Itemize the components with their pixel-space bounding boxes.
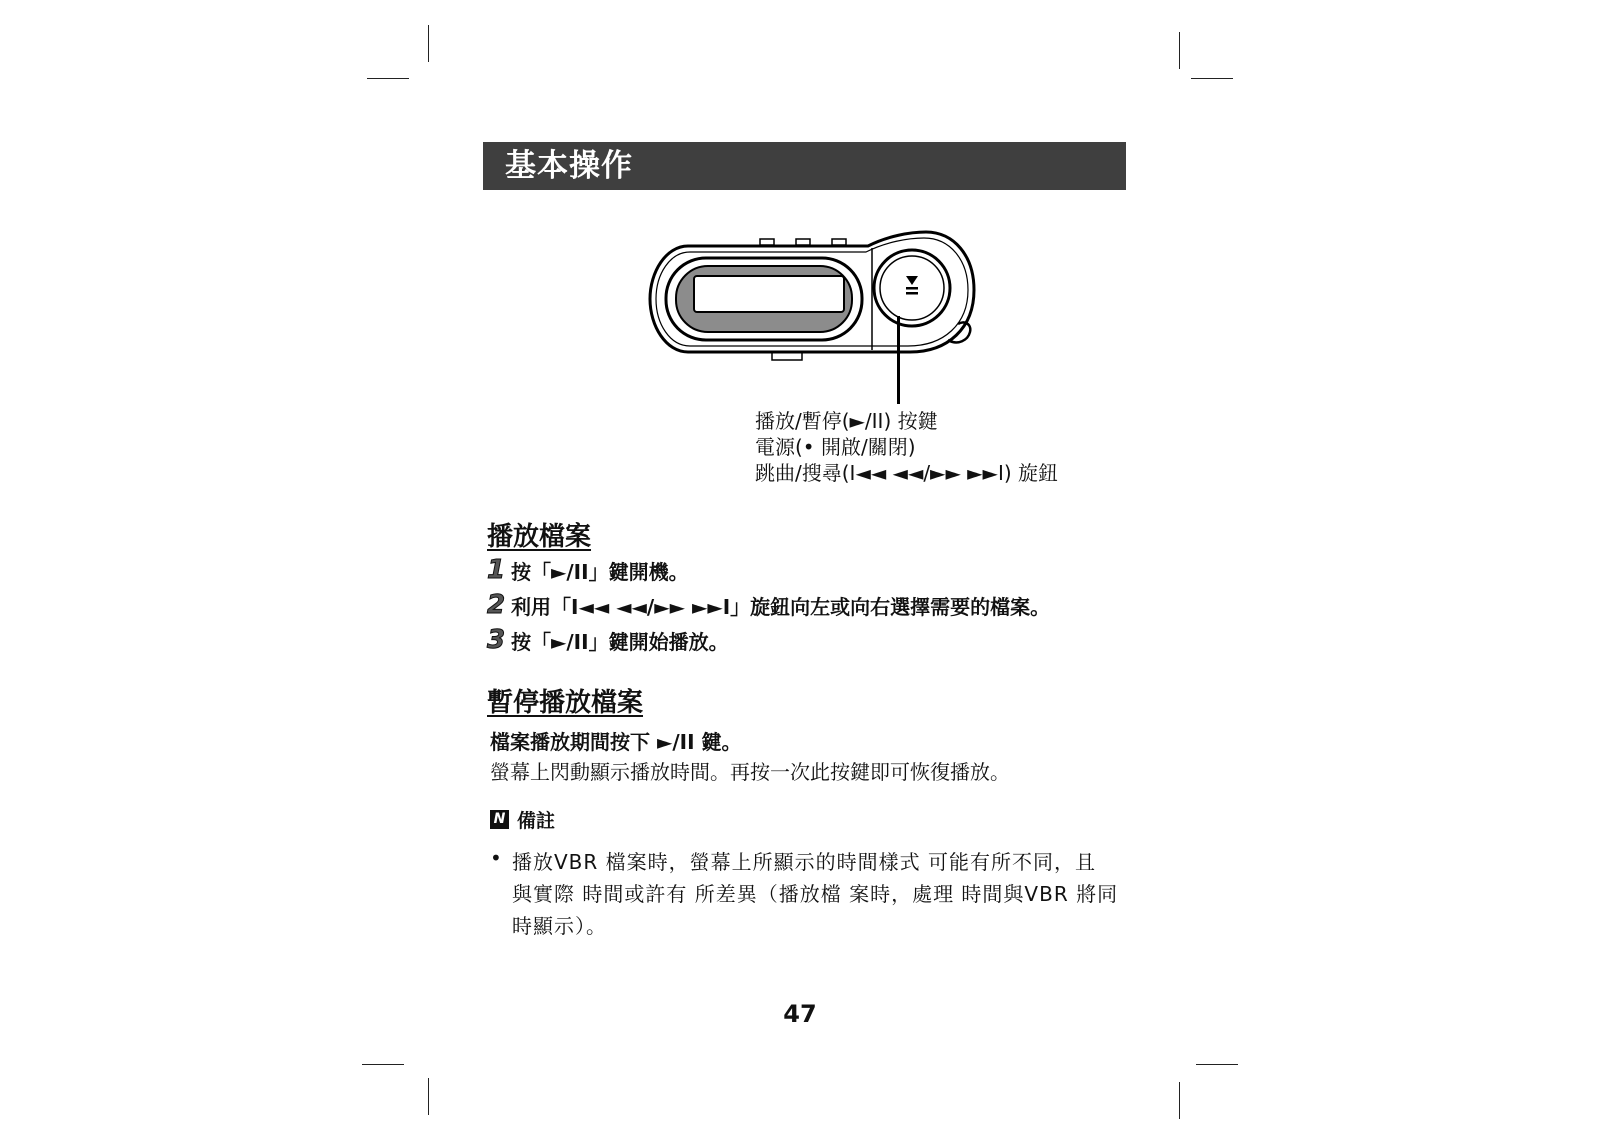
display-screen (694, 276, 844, 312)
callout-power: 電源(• 開啟/關閉) (755, 435, 916, 459)
page-number: 47 (783, 1000, 817, 1028)
crop-mark-bottom-left-vertical (428, 1078, 429, 1115)
note-text-line-3: 時顯示）。 (512, 914, 607, 938)
note-bullet: • (490, 846, 502, 870)
note-header (490, 806, 555, 832)
crop-mark-top-left-horizontal (367, 78, 409, 79)
page-title: 基本操作 (483, 142, 1126, 190)
note-title: 備註 (517, 809, 556, 832)
crop-mark-bottom-right-vertical (1179, 1082, 1180, 1119)
step-1 (487, 555, 689, 585)
crop-mark-bottom-left-horizontal (362, 1064, 404, 1065)
note-icon: N (490, 810, 509, 829)
crop-mark-top-right-vertical (1179, 32, 1180, 69)
side-button-1 (760, 239, 774, 245)
device-callouts (755, 408, 1058, 486)
callout-skip-search-knob: 跳曲/搜尋(I◄◄ ◄◄/►► ►►I) 旋鈕 (755, 461, 1058, 485)
pause-description: 螢幕上閃動顯示播放時間。再按一次此按鍵即可恢復播放。 (490, 760, 1010, 784)
section-title-pause-playback: 暫停播放檔案 (487, 688, 644, 718)
step-text-3: 按「►/II」鍵開始播放。 (511, 629, 729, 654)
step-number-1: 1 (487, 555, 506, 585)
mp3-player-illustration (648, 228, 983, 368)
callout-line (897, 316, 900, 404)
step-text-1: 按「►/II」鍵開機。 (511, 559, 689, 584)
callout-play-pause-button: 播放/暫停(►/II) 按鍵 (755, 409, 938, 433)
step-number-3: 3 (487, 625, 506, 655)
step-2 (487, 590, 1050, 620)
section-title-play-files: 播放檔案 (487, 522, 592, 552)
crop-mark-top-left-vertical (428, 25, 429, 62)
step-text-2: 利用「I◄◄ ◄◄/►► ►►I」旋鈕向左或向右選擇需要的檔案。 (511, 594, 1051, 619)
step-number-2: 2 (487, 590, 506, 620)
note-text-line-1: 播放VBR 檔案時，螢幕上所顯示的時間樣式 可能有所不同，且 (512, 850, 1097, 874)
crop-mark-bottom-right-horizontal (1196, 1064, 1238, 1065)
crop-mark-top-right-horizontal (1191, 78, 1233, 79)
side-button-2 (796, 239, 810, 245)
play-pause-icon (906, 276, 918, 295)
step-3 (487, 625, 729, 655)
side-button-3 (832, 239, 846, 245)
note-text-line-2: 與實際 時間或許有 所差異（播放檔 案時，處理 時間與VBR 將同 (512, 882, 1119, 906)
pause-instruction: 檔案播放期間按下 ►/II 鍵。 (490, 730, 742, 754)
